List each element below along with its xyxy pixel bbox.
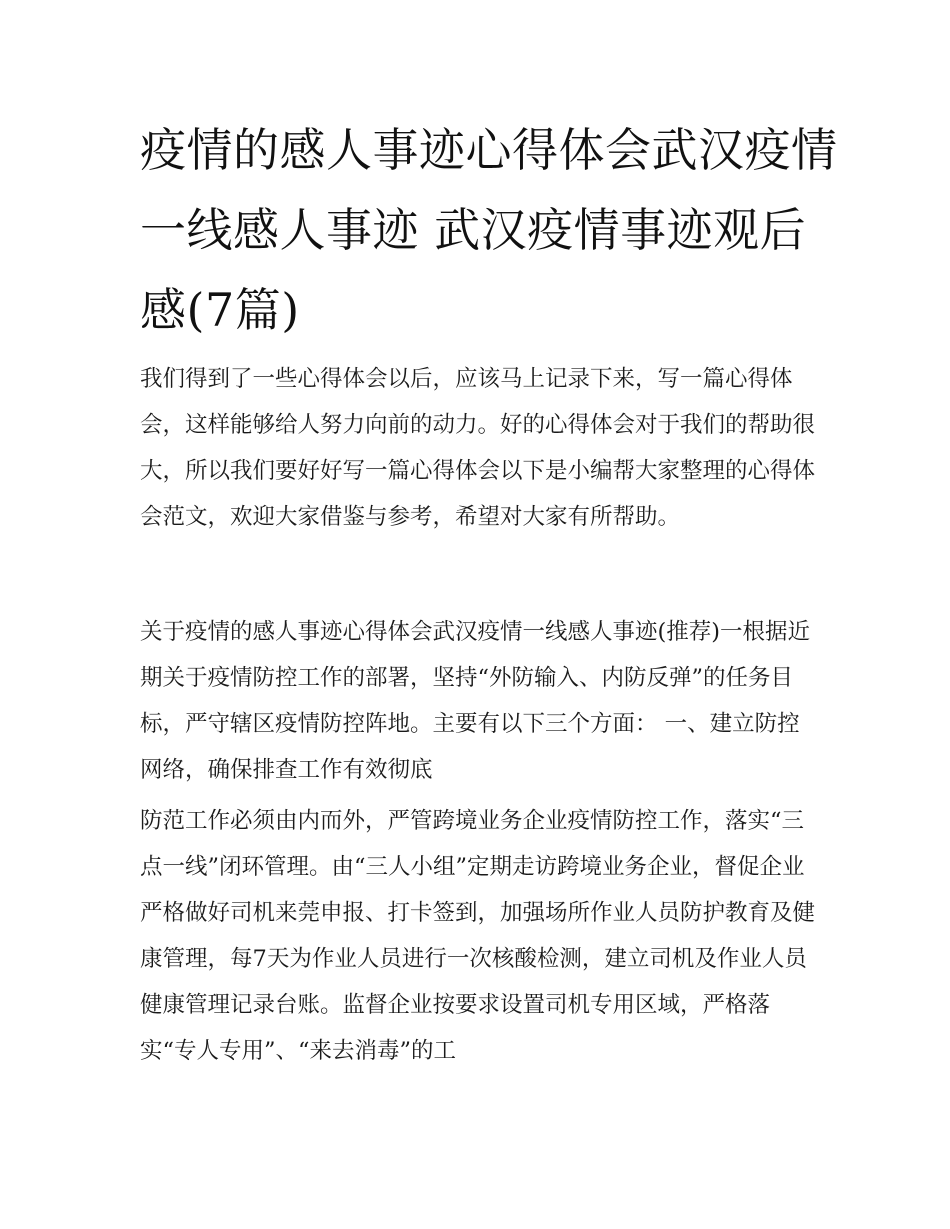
- prevention-paragraph: 防范工作必须由内而外，严管跨境业务企业疫情防控工作，落实“三点一线”闭环管理。由“三人小组”定期走访跨境业务企业，督促企业严格做好司机来莞申报、打卡签到，加强场所作业人员防护教育及健康管理，每7天为作业人员进行一次核酸检测，建立司机及作业人员健康管理记录台账。监督企业按要求设置司机专用区域，严格落实“专人专用”、“来去消毒”的工: [140, 808, 816, 1064]
- intro-paragraph: 我们得到了一些心得体会以后，应该马上记录下来，写一篇心得体会，这样能够给人努力向前的动力。好的心得体会对于我们的帮助很大，所以我们要好好写一篇心得体会以下是小编帮大家整理的心得体会范文，欢迎大家借鉴与参考，希望对大家有所帮助。: [140, 366, 816, 530]
- document-title: 疫情的感人事迹心得体会武汉疫情一线感人事迹 武汉疫情事迹观后感(7篇): [140, 123, 838, 337]
- section-paragraph: 关于疫情的感人事迹心得体会武汉疫情一线感人事迹(推荐)一根据近期关于疫情防控工作的部署，坚持“外防输入、内防反弹”的任务目标，严守辖区疫情防控阵地。主要有以下三个方面： 一、建立防控网络，确保排查工作有效彻底: [140, 619, 811, 783]
